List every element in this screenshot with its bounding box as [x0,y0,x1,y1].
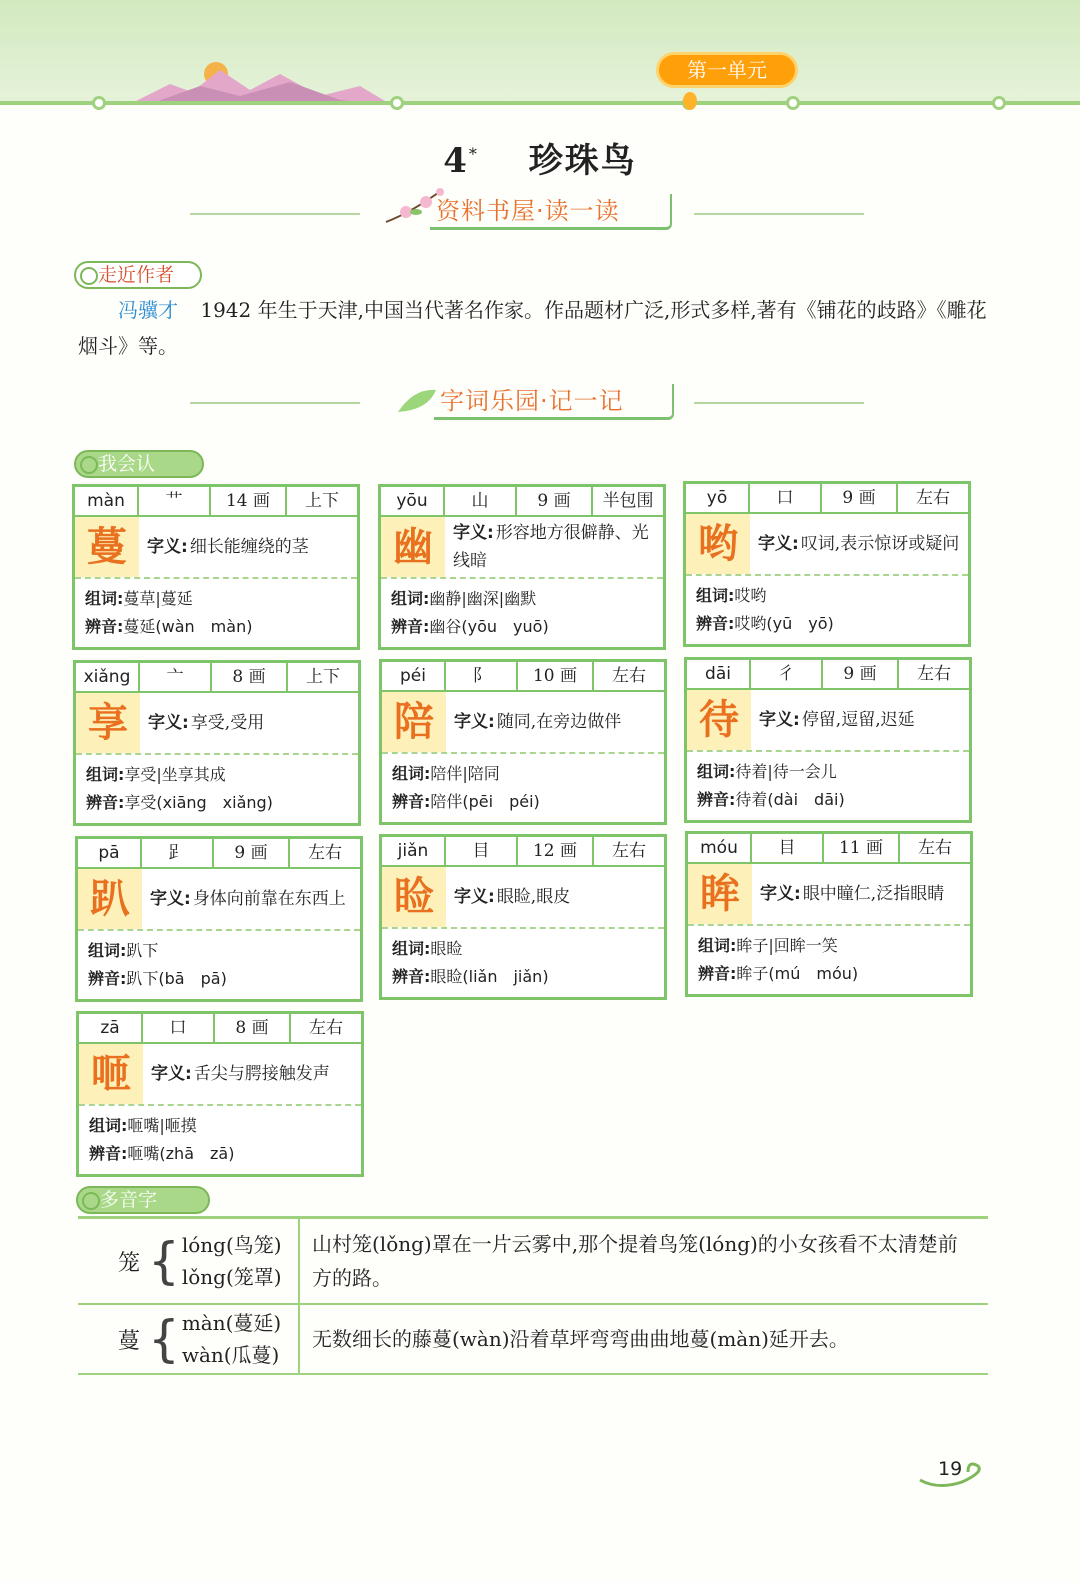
card-footer [686,576,968,644]
words-label: 组词: [392,764,431,783]
card-distinguish-row [697,786,959,814]
header-rule [0,101,1080,105]
distinguish-label: 辨音: [85,617,124,636]
polyphone-row [78,1219,988,1305]
card-structure: 上下 [305,491,339,511]
card-distinguish-row [89,1140,351,1168]
meaning-text: 眼睑,眼皮 [496,887,571,907]
words-label: 组词: [89,1116,128,1135]
card-radical: 𧾷 [142,839,214,867]
card-words-row [392,935,654,963]
card-body [382,867,664,929]
card-meaning [446,867,664,927]
character-card [379,834,667,1000]
card-distinguish: 蔓延(wàn màn) [123,617,253,636]
meaning-text: 舌尖与腭接触发声 [193,1064,330,1084]
card-distinguish-row [392,963,654,991]
card-body [381,517,663,579]
card-body [79,1044,361,1106]
polyphone-readings [182,1307,281,1371]
distinguish-label: 辨音: [697,790,736,809]
card-words: 享受|坐享其成 [124,765,226,784]
card-pinyin: yō [686,484,750,512]
card-words-row [392,760,654,788]
blossom-icon [382,182,462,232]
polyphone-char: 蔓 [118,1328,141,1354]
card-words: 待着|待一会儿 [735,762,837,781]
card-strokes: 8 画 [212,663,288,691]
unit-badge: 第一单元 [656,52,798,88]
lesson-star: * [468,144,479,164]
card-footer [688,926,970,994]
card-strokes: 9 画 [823,660,899,688]
card-words: 咂嘴|咂摸 [127,1116,197,1135]
character-card [76,1011,364,1177]
card-structure: 左右 [308,843,342,863]
section-rule [190,402,360,404]
character-card [378,484,666,650]
card-footer [382,929,664,997]
character-card [684,657,972,823]
card-pinyin: zā [79,1014,143,1042]
card-radical: 艹 [139,487,211,515]
card-distinguish-row [392,788,654,816]
meaning-label: 字义: [759,710,800,730]
card-words-row [89,1112,351,1140]
distinguish-label: 辨音: [392,967,431,986]
card-body [75,517,357,579]
card-radical: 山 [445,487,517,515]
card-words: 眸子|回眸一笑 [736,936,838,955]
character-card [73,660,361,826]
card-body [686,514,968,576]
meaning-text: 享受,受用 [190,713,265,733]
meaning-label: 字义: [454,712,495,732]
meaning-label: 字义: [453,523,494,543]
card-radical: 亠 [140,663,212,691]
section-rule [694,402,864,404]
section-rule [694,213,864,215]
card-radical: 口 [750,484,822,512]
section-reading-title: 资料书屋·读一读 [430,194,672,230]
card-words-row [696,582,958,610]
meaning-text: 细长能缠绕的茎 [189,537,309,557]
card-radical: 目 [446,837,518,865]
card-pinyin: xiǎng [76,663,140,691]
author-name: 冯骥才 [118,298,178,322]
card-distinguish: 眼睑(liǎn jiǎn) [430,967,549,986]
card-words-row [391,585,653,613]
card-words-row [698,932,960,960]
meaning-text: 叹词,表示惊讶或疑问 [800,534,960,554]
card-pinyin: péi [382,662,446,690]
words-label: 组词: [698,936,737,955]
words-label: 组词: [86,765,125,784]
card-character: 哟 [686,514,750,574]
character-card [379,659,667,825]
meaning-text: 身体向前靠在东西上 [192,889,346,909]
polyphone-readings [182,1229,282,1293]
card-distinguish: 幽谷(yōu yuō) [429,617,549,636]
card-distinguish-row [698,960,960,988]
mountain-illustration [130,56,390,106]
card-strokes: 12 画 [518,837,594,865]
distinguish-label: 辨音: [391,617,430,636]
card-distinguish-row [86,789,348,817]
card-body [687,690,969,752]
polyphone-reading: lǒng(笼罩) [181,1265,282,1289]
words-label: 组词: [391,589,430,608]
card-structure: 左右 [612,841,646,861]
distinguish-label: 辨音: [392,792,431,811]
words-label: 组词: [392,939,431,958]
card-pinyin: jiǎn [382,837,446,865]
card-character: 陪 [382,692,446,752]
meaning-text: 形容地方很僻静、光线暗 [453,523,649,571]
meaning-label: 字义: [147,537,188,557]
card-meaning [140,693,358,753]
polyphone-reading: màn(蔓延) [181,1311,282,1335]
lesson-number: 4 [443,141,469,181]
card-words-row [86,761,348,789]
card-meaning [139,517,357,577]
card-meaning [750,514,968,574]
card-meaning [445,517,663,577]
polyphone-table [78,1216,988,1375]
card-header [75,487,357,517]
card-header [382,662,664,692]
header-dot [786,96,800,110]
character-card [75,836,363,1002]
card-distinguish-row [88,965,350,993]
card-words: 眼睑 [430,939,463,958]
polyphone-char: 笼 [118,1250,141,1276]
card-footer [381,579,663,647]
card-strokes: 9 画 [517,487,593,515]
card-structure: 左右 [918,838,952,858]
card-header [686,484,968,514]
polyphone-row [78,1305,988,1375]
words-label: 组词: [697,762,736,781]
words-label: 组词: [85,589,124,608]
card-character: 享 [76,693,140,753]
header-dot [390,96,404,110]
meaning-text: 停留,逗留,迟延 [801,710,915,730]
card-pinyin: yōu [381,487,445,515]
card-body [688,864,970,926]
card-meaning [142,869,360,929]
card-structure: 上下 [306,667,340,687]
card-distinguish: 咂嘴(zhā zā) [127,1144,235,1163]
card-strokes: 9 画 [214,839,290,867]
distinguish-label: 辨音: [89,1144,128,1163]
card-body [76,693,358,755]
distinguish-label: 辨音: [698,964,737,983]
card-character: 眸 [688,864,752,924]
card-radical: 阝 [446,662,518,690]
words-label: 组词: [696,586,735,605]
card-footer [687,752,969,820]
polyphone-example: 山村笼(lǒng)罩在一片云雾中,那个提着鸟笼(lóng)的小女孩看不太清楚前方的路。 [312,1232,958,1290]
page-number: 19 [938,1458,963,1480]
card-meaning [143,1044,361,1104]
polyphone-reading: lóng(鸟笼) [181,1233,282,1257]
meaning-label: 字义: [148,713,189,733]
card-footer [382,754,664,822]
card-footer [75,579,357,647]
author-paragraph [78,292,998,364]
card-words: 幽静|幽深|幽默 [429,589,537,608]
words-label: 组词: [88,941,127,960]
card-distinguish: 享受(xiāng xiǎng) [124,793,273,812]
card-header [78,839,360,869]
card-footer [78,931,360,999]
card-words-row [88,937,350,965]
card-pinyin: móu [688,834,752,862]
polyphone-char-cell [78,1305,300,1373]
polyphone-reading: wàn(瓜蔓) [181,1343,280,1367]
polyphone-example: 无数细长的藤蔓(wàn)沿着草坪弯弯曲曲地蔓(màn)延开去。 [312,1327,849,1351]
card-words-row [85,585,347,613]
card-character: 待 [687,690,751,750]
card-character: 睑 [382,867,446,927]
card-distinguish: 哎哟(yū yō) [734,614,834,633]
card-structure: 左右 [917,664,951,684]
card-footer [76,755,358,823]
card-pinyin: dāi [687,660,751,688]
card-footer [79,1106,361,1174]
section-rule [190,213,360,215]
card-structure: 左右 [916,488,950,508]
card-words: 哎哟 [734,586,767,605]
unit-pin [683,92,697,110]
card-header [76,663,358,693]
card-strokes: 8 画 [215,1014,291,1042]
distinguish-label: 辨音: [86,793,125,812]
card-character: 蔓 [75,517,139,577]
card-strokes: 14 画 [211,487,287,515]
meaning-label: 字义: [760,884,801,904]
card-meaning [752,864,970,924]
meaning-text: 眼中瞳仁,泛指眼睛 [802,884,945,904]
card-radical: 彳 [751,660,823,688]
brace-icon: { [148,1232,180,1290]
card-distinguish: 趴下(bā pā) [126,969,227,988]
character-card [683,481,971,647]
character-card [685,831,973,997]
lesson-name: 珍珠鸟 [528,141,637,181]
card-body [78,869,360,931]
author-text: 1942 年生于天津,中国当代著名作家。作品题材广泛,形式多样,著有《铺花的歧路》《雕花烟斗》等。 [78,298,987,358]
card-structure: 左右 [612,666,646,686]
card-strokes: 9 画 [822,484,898,512]
card-distinguish: 眸子(mú móu) [736,964,859,983]
card-pinyin: màn [75,487,139,515]
section-words-title: 字词乐园·记一记 [434,384,674,420]
meaning-label: 字义: [151,1064,192,1084]
card-pinyin: pā [78,839,142,867]
card-character: 趴 [78,869,142,929]
card-distinguish: 待着(dài dāi) [735,790,845,809]
tag-author: 走近作者 [74,261,202,289]
meaning-label: 字义: [758,534,799,554]
card-distinguish-row [85,613,347,641]
lesson-title [0,133,1080,182]
card-header [687,660,969,690]
card-character: 咂 [79,1044,143,1104]
distinguish-label: 辨音: [696,614,735,633]
brace-icon: { [148,1310,180,1368]
meaning-label: 字义: [150,889,191,909]
card-distinguish: 陪伴(pēi péi) [430,792,540,811]
card-header [382,837,664,867]
card-meaning [446,692,664,752]
tag-recognize: 我会认 [74,450,204,478]
card-meaning [751,690,969,750]
meaning-text: 随同,在旁边做伴 [496,712,622,732]
card-radical: 口 [143,1014,215,1042]
card-words: 蔓草|蔓延 [123,589,193,608]
card-header [79,1014,361,1044]
character-card [72,484,360,650]
card-distinguish-row [391,613,653,641]
card-body [382,692,664,754]
header-dot [992,96,1006,110]
card-strokes: 10 画 [518,662,594,690]
card-radical: 目 [752,834,824,862]
meaning-label: 字义: [454,887,495,907]
polyphone-char-cell [78,1219,300,1303]
card-character: 幽 [381,517,445,577]
card-structure: 左右 [309,1018,343,1038]
card-words: 趴下 [126,941,159,960]
card-strokes: 11 画 [824,834,900,862]
tag-polyphone: 多音字 [76,1186,210,1214]
card-header [688,834,970,864]
distinguish-label: 辨音: [88,969,127,988]
header-dot [92,96,106,110]
card-words: 陪伴|陪同 [430,764,500,783]
card-header [381,487,663,517]
card-distinguish-row [696,610,958,638]
card-structure: 半包围 [602,491,654,511]
card-words-row [697,758,959,786]
